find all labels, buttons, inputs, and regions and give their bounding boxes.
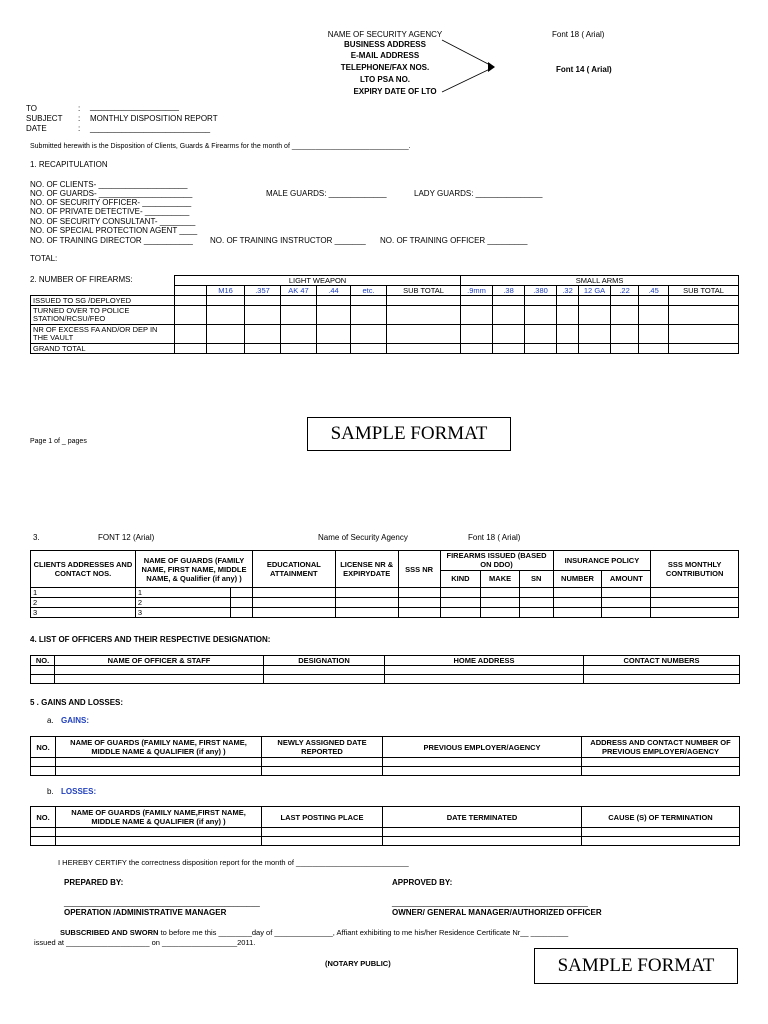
small-arms-header: SMALL ARMS	[461, 276, 739, 286]
lto-psa-line: LTO PSA NO.	[359, 75, 411, 84]
header-amount: AMOUNT	[602, 570, 651, 587]
header-date-terminated: DATE TERMINATED	[383, 807, 582, 828]
agency-name-note: Name of Security Agency	[318, 533, 408, 542]
colon: :	[78, 104, 81, 113]
col-38: .38	[493, 286, 525, 296]
total-label: TOTAL:	[30, 254, 58, 263]
gains-title: GAINS:	[61, 716, 89, 725]
row-num: 2	[31, 598, 136, 608]
expiry-lto-line: EXPIRY DATE OF LTO	[353, 87, 437, 96]
row-num: 1	[135, 588, 230, 598]
arrow-connector-icon	[440, 38, 500, 98]
row-turned-over: TURNED OVER TO POLICE STATION/RCSU/FEO	[31, 306, 175, 325]
recap-line: NO. OF PRIVATE DETECTIVE- __________	[30, 207, 190, 216]
col-32: .32	[557, 286, 579, 296]
header-education: EDUCATIONAL ATTAINMENT	[253, 551, 336, 588]
gains-table	[30, 736, 740, 776]
training-instructor: NO. OF TRAINING INSTRUCTOR _______	[210, 236, 366, 245]
header-sn: SN	[519, 570, 553, 587]
header-sss: SSS NR	[398, 551, 440, 588]
section5-title: 5 . GAINS AND LOSSES:	[30, 698, 124, 707]
header-guards: NAME OF GUARDS (FAMILY NAME, FIRST NAME, MIDDLE NAME, & Qualifier (if any) )	[135, 551, 252, 588]
light-weapon-header: LIGHT WEAPON	[175, 276, 461, 286]
agency-name-line: NAME OF SECURITY AGENCY	[327, 30, 443, 39]
header-make: MAKE	[481, 570, 520, 587]
header-newly-assigned: NEWLY ASSIGNED DATE REPORTED	[262, 737, 383, 758]
row-num: 3	[135, 608, 230, 618]
recap-line: NO. OF SECURITY CONSULTANT- ________	[30, 217, 196, 226]
recap-line: NO. OF TRAINING DIRECTOR ___________	[30, 236, 193, 245]
losses-label: b.	[47, 787, 54, 796]
date-value[interactable]: ___________________________	[90, 124, 211, 133]
to-label: TO	[26, 104, 37, 113]
losses-title: LOSSES:	[61, 787, 97, 796]
owner-manager: OWNER/ GENERAL MANAGER/AUTHORIZED OFFICER	[392, 908, 602, 917]
signature-line: ____________________________________________	[392, 898, 588, 907]
section4-title: 4. LIST OF OFFICERS AND THEIR RESPECTIVE DESIGNATION:	[30, 635, 271, 644]
business-address-line: BUSINESS ADDRESS	[344, 40, 426, 49]
col-45: .45	[639, 286, 669, 296]
recap-line: NO. OF SPECIAL PROTECTION AGENT ____	[30, 226, 198, 235]
to-value[interactable]: ____________________	[90, 102, 179, 111]
row-num: 1	[31, 588, 136, 598]
gains-label: a.	[47, 716, 54, 725]
telephone-line: TELEPHONE/FAX NOS.	[340, 63, 430, 72]
header-sss-monthly: SSS MONTHLY CONTRIBUTION	[651, 551, 739, 588]
signature-line: ____________________________________________	[64, 898, 260, 907]
col-380: .380	[525, 286, 557, 296]
lady-guards: LADY GUARDS: _______________	[414, 189, 543, 198]
col-subtotal: SUB TOTAL	[387, 286, 461, 296]
col-9mm: .9mm	[461, 286, 493, 296]
col-etc: etc.	[351, 286, 387, 296]
recap-line: NO. OF CLIENTS- ____________________	[30, 180, 188, 189]
col-357: .357	[245, 286, 281, 296]
recap-title: 1. RECAPITULATION	[30, 160, 108, 169]
header-firearms-issued: FIREARMS ISSUED (BASED ON DDO)	[440, 551, 553, 571]
header-no: NO.	[31, 656, 55, 666]
training-officer: NO. OF TRAINING OFFICER _________	[380, 236, 528, 245]
header-clients: CLIENTS ADDRESSES AND CONTACT NOS.	[31, 551, 136, 588]
header-number: NUMBER	[553, 570, 602, 587]
header-previous-employer: PREVIOUS EMPLOYER/AGENCY	[383, 737, 582, 758]
section3-label: 3.	[33, 533, 40, 542]
header-no: NO.	[31, 737, 56, 758]
row-excess: NR OF EXCESS FA AND/OR DEP IN THE VAULT	[31, 325, 175, 344]
header-contact-numbers: CONTACT NUMBERS	[584, 656, 740, 666]
header-last-posting: LAST POSTING PLACE	[262, 807, 383, 828]
certify-text: I HEREBY CERTIFY the correctness disposition report for the month of ___________________________	[58, 858, 409, 867]
subject-value[interactable]: MONTHLY DISPOSITION REPORT	[90, 114, 218, 123]
row-num: 3	[31, 608, 136, 618]
prepared-by-label: PREPARED BY:	[64, 878, 124, 887]
recap-line: NO. OF SECURITY OFFICER- ___________	[30, 198, 192, 207]
losses-table	[30, 806, 740, 846]
col-m16: M16	[207, 286, 245, 296]
col-22: .22	[611, 286, 639, 296]
header-designation: DESIGNATION	[264, 656, 385, 666]
col-12ga: 12 GA	[579, 286, 611, 296]
issued-line: issued at ____________________ on __________________2011.	[34, 938, 256, 947]
subscribed-line	[60, 928, 568, 937]
email-address-line: E-MAIL ADDRESS	[350, 51, 420, 60]
col-44: .44	[317, 286, 351, 296]
subscribed-bold: SUBSCRIBED AND SWORN	[60, 928, 159, 937]
font18-note: Font 18 ( Arial)	[468, 533, 521, 542]
header-insurance: INSURANCE POLICY	[553, 551, 651, 571]
font12-note: FONT 12 (Arial)	[98, 533, 155, 542]
sample-format-box: SAMPLE FORMAT	[307, 417, 511, 451]
header-officer-name: NAME OF OFFICER & STAFF	[55, 656, 264, 666]
operation-manager: OPERATION /ADMINISTRATIVE MANAGER	[64, 908, 227, 917]
date-label: DATE	[26, 124, 47, 133]
header-cause-termination: CAUSE (S) OF TERMINATION	[582, 807, 740, 828]
font14-note: Font 14 ( Arial)	[556, 65, 612, 74]
font18-note: Font 18 ( Arial)	[552, 30, 605, 39]
row-issued: ISSUED TO SG /DEPLOYED	[31, 296, 175, 306]
guards-table	[30, 550, 739, 618]
header-guard-name: NAME OF GUARDS (FAMILY NAME,FIRST NAME, MIDDLE NAME & QUALIFIER (if any) )	[56, 807, 262, 828]
colon: :	[78, 124, 81, 133]
header-license: LICENSE NR & EXPIRYDATE	[335, 551, 398, 588]
subject-label: SUBJECT	[26, 114, 63, 123]
page-label: Page 1 of _ pages	[30, 438, 87, 445]
notary-public: (NOTARY PUBLIC)	[325, 959, 391, 968]
officers-table	[30, 655, 740, 684]
header-home-address: HOME ADDRESS	[385, 656, 584, 666]
row-num: 2	[135, 598, 230, 608]
col-ak47: AK 47	[281, 286, 317, 296]
colon: :	[78, 114, 81, 123]
col-subtotal: SUB TOTAL	[669, 286, 739, 296]
header-no: NO.	[31, 807, 56, 828]
row-grand-total: GRAND TOTAL	[31, 344, 175, 354]
sample-format-box: SAMPLE FORMAT	[534, 948, 738, 984]
header-guard-name: NAME OF GUARDS (FAMILY NAME, FIRST NAME, MIDDLE NAME & QUALIFIER (if any) )	[56, 737, 262, 758]
firearms-title: 2. NUMBER OF FIREARMS:	[30, 275, 133, 284]
recap-line: NO. OF GUARDS- _____________________	[30, 189, 193, 198]
male-guards: MALE GUARDS: _____________	[266, 189, 387, 198]
header-kind: KIND	[440, 570, 481, 587]
approved-by-label: APPROVED BY:	[392, 878, 453, 887]
header-address-contact: ADDRESS AND CONTACT NUMBER OF PREVIOUS EMPLOYER/AGENCY	[582, 737, 740, 758]
subscribed-rest: to before me this ________day of ______________, Affiant exhibiting to me his/her Residence Certificate Nr__ _________	[158, 928, 569, 937]
intro-text: Submitted herewith is the Disposition of Clients, Guards & Firearms for the month of ______________________________.	[30, 143, 411, 150]
firearms-table	[30, 275, 739, 354]
